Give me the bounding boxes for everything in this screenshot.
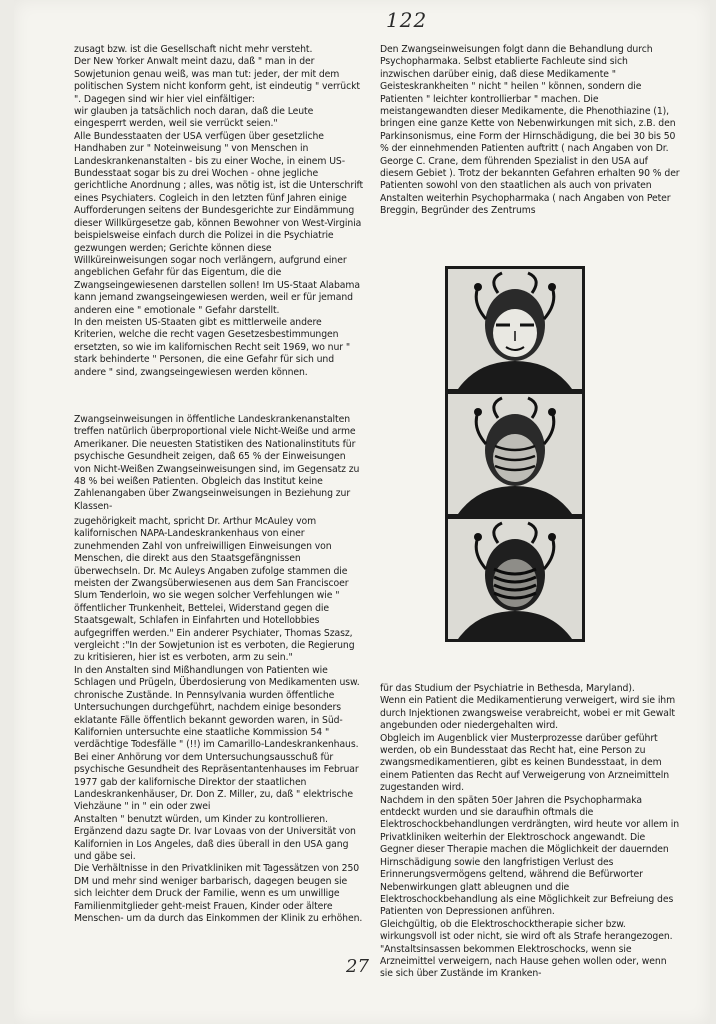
illustration-strip: [445, 266, 585, 642]
head-with-electrodes-illustration: [448, 519, 582, 639]
illustration-panel-1: [448, 269, 582, 389]
left-column-block-3: [74, 516, 364, 925]
left-column-text-1: zusagt bzw. ist die Gesellschaft nicht mehr versteht. Der New Yorker Anwalt meint dazu, daß " man in der Sowjetunion genau weiß, was man tut: jeder, der mit dem politischen System nicht konform geht, ist eindeutig " verrückt ". Dagegen sind wir hier viel einfältiger: wir glauben ja tatsächlich noch daran, daß die Leute eingesperrt werden, weil sie verrückt seien." Alle Bundesstaaten der USA verfügen über gesetzliche Handhaben zur " Noteinweisung " von Menschen in Landeskrankenanstalten - bis zu einer Woche, in einem US-Bundesstaat sogar bis zu drei Wochen - ohne jegliche gerichtliche Anordnung ; alles, was nötig ist, ist die Unterschrift eines Psychiaters. Cogleich in den letzten fünf Jahren einige Aufforderungen seitens der Bundesgerichte zur Eindämmung dieser Willkürgesetze gab, können Bewohner von West-Virginia beispielsweise einfach durch die Polizei in die Psychiatrie gezwungen werden; Gerichte können diese Willküreinweisungen sogar noch verlängern, aufgrund einer angeblichen Gefahr für das Eigentum, die die Zwangseingewiesenen darstellen sollen! Im US-Staat Alabama kann jemand zwangseingewiesen werden, weil er für jemand anderen eine " emotionale " Gefahr darstellt. In den meisten US-Staaten gibt es mittlerweile andere Kriterien, welche die recht vagen Gesetzesbestimmungen ersetzten, so wie im kalifornischen Recht seit 1969, wo nur " stark behinderte " Personen, die eine Gefahr für sich und andere " sind, zwangseingewiesen werden können.: [74, 44, 364, 378]
page-number-top: 122: [386, 8, 428, 32]
left-column-block-1: [74, 44, 364, 379]
right-column-text-2: für das Studium der Psychiatrie in Bethesda, Maryland). Wenn ein Patient die Medikamentierung verweigert, wird sie ihm durch Injektionen zwangsweise verabreicht, wobei er mit Gewalt angebunden oder niedergehalten wird. Obgleich im Augenblick vier Musterprozesse darüber geführt werden, ob ein Bundesstaat das Recht hat, eine Person zu zwangsmedikamentieren, gibt es keinen Bundesstaat, in dem einem Patienten das Recht auf Verweigerung von Arzneimitteln zugestanden wird. Nachdem in den späten 50er Jahren die Psychopharmaka entdeckt wurden und sie daraufhin oftmals die Elektroschockbehandlungen verdrängten, wird heute vor allem in Privatkliniken weiterhin der Elektroschock angewandt. Die Gegner dieser Therapie machen die Möglichkeit der dauernden Hirnschädigung sowie den langfristigen Verlust des Erinnerungsvermögens geltend, während die Befürworter Nebenwirkungen glatt ableugnen und die Elektroschockbehandlung als eine Möglichkeit zur Befreiung des Patienten von Depressionen anführen. Gleichgültig, ob die Elektroschocktherapie sicher bzw. wirkungsvoll ist oder nicht, sie wird oft als Strafe herangezogen. "Anstaltsinsassen bekommen Elektroschocks, wenn sie Arzneimittel verweigern, nach Hause gehen wollen oder, wenn sie sich über Zustände im Kranken-: [380, 683, 680, 980]
right-column-text-1: Den Zwangseinweisungen folgt dann die Behandlung durch Psychopharmaka. Selbst etablierte Fachleute sind sich inzwischen darüber einig, daß diese Medikamente " Geisteskrankheiten " nicht " heilen " können, sondern die Patienten " leichter kontrollierbar " machen. Die meistangewandten dieser Medikamente, die Phenothiazine (1), bringen eine ganze Kette von Nebenwirkungen mit sich, z.B. den Parkinsonismus, eine Form der Hirnschädigung, die bei 30 bis 50 % der einnehmenden Patienten auftritt ( nach Angaben von Dr. George C. Crane, dem führenden Spezialist in den USA auf diesem Gebiet ). Trotz der bekannten Gefahren erhalten 90 % der Patienten sowohl von den staatlichen als auch von privaten Anstalten weiterhin Psychopharmaka ( nach Angaben von Peter Breggin, Begründer des Zentrums: [380, 44, 680, 217]
left-column-block-2: [74, 414, 364, 513]
left-column-text-2: Zwangseinweisungen in öffentliche Landeskrankenanstalten treffen natürlich überproportional viele Nicht-Weiße und arme Amerikaner. Die neuesten Statistiken des Nationalinstituts für psychische Gesundheit zeigen, daß 65 % der Einweisungen von Nicht-Weißen Zwangseinweisungen sind, im Gegensatz zu 48 % bei weißen Patienten. Obgleich das Institut keine Zahlenangaben über Zwangseinweisungen in Beziehung zur Klassen-: [74, 414, 360, 512]
document-page: [14, 0, 710, 1024]
right-column-block-2: [380, 683, 680, 981]
page-number-bottom: 27: [346, 956, 369, 977]
head-with-electrodes-illustration: [448, 269, 582, 389]
illustration-panel-2: [448, 394, 582, 514]
left-column-text-3: zugehörigkeit macht, spricht Dr. Arthur McAuley vom kalifornischen NAPA-Landeskrankenhaus von einer zunehmenden Zahl von unfreiwilligen Einweisungen von Menschen, die direkt aus den Staatsgefängnissen überwechseln. Dr. Mc Auleys Angaben zufolge stammen die meisten der Zwangsüberwiesenen aus dem San Franciscoer Slum Tenderloin, wo sie wegen solcher Verfehlungen wie " öffentlicher Trunkenheit, Bettelei, Widerstand gegen die Staatsgewalt, Schlafen in Einfahrten und Hotellobbies aufgegriffen werden." Ein anderer Psychiater, Thomas Szasz, vergleicht :"In der Sowjetunion ist es verboten, die Regierung zu kritisieren, hier ist es verboten, arm zu sein." In den Anstalten sind Mißhandlungen von Patienten wie Schlagen und Prügeln, Überdosierung von Medikamenten usw. chronische Zustände. In Pennsylvania wurden öffentliche Untersuchungen durchgeführt, nachdem einige besonders eklatante Fälle öffentlich bekannt geworden waren, in Süd-Kalifornien untersuchte eine staatliche Kommission 54 " verdächtige Todesfälle " (!!) im Camarillo-Landeskrankenhaus. Bei einer Anhörung vor dem Untersuchungsausschuß für psychische Gesundheit des Repräsentantenhauses im Februar 1977 gab der kalifornische Direktor der staatlichen Landeskrankenhäuser, Dr. Don Z. Miller, zu, daß " elektrische Viehzäune " in " ein oder zwei Anstalten " benutzt würden, um Kinder zu kontrollieren. Ergänzend dazu sagte Dr. Ivar Lovaas von der Universität von Kalifornien in Los Angeles, daß dies überall in den USA gang und gäbe sei. Die Verhältnisse in den Privatkliniken mit Tagessätzen von 250 DM und mehr sind weniger barbarisch, dagegen beugen sie sich leichter dem Druck der Familie, wenn es um unwillige Familienmitglieder geht-meist Frauen, Kinder oder ältere Menschen- um da durch das Einkommen der Klinik zu erhöhen.: [74, 516, 363, 924]
illustration-panel-3: [448, 519, 582, 639]
head-with-electrodes-illustration: [448, 394, 582, 514]
right-column-block-1: [380, 44, 680, 218]
